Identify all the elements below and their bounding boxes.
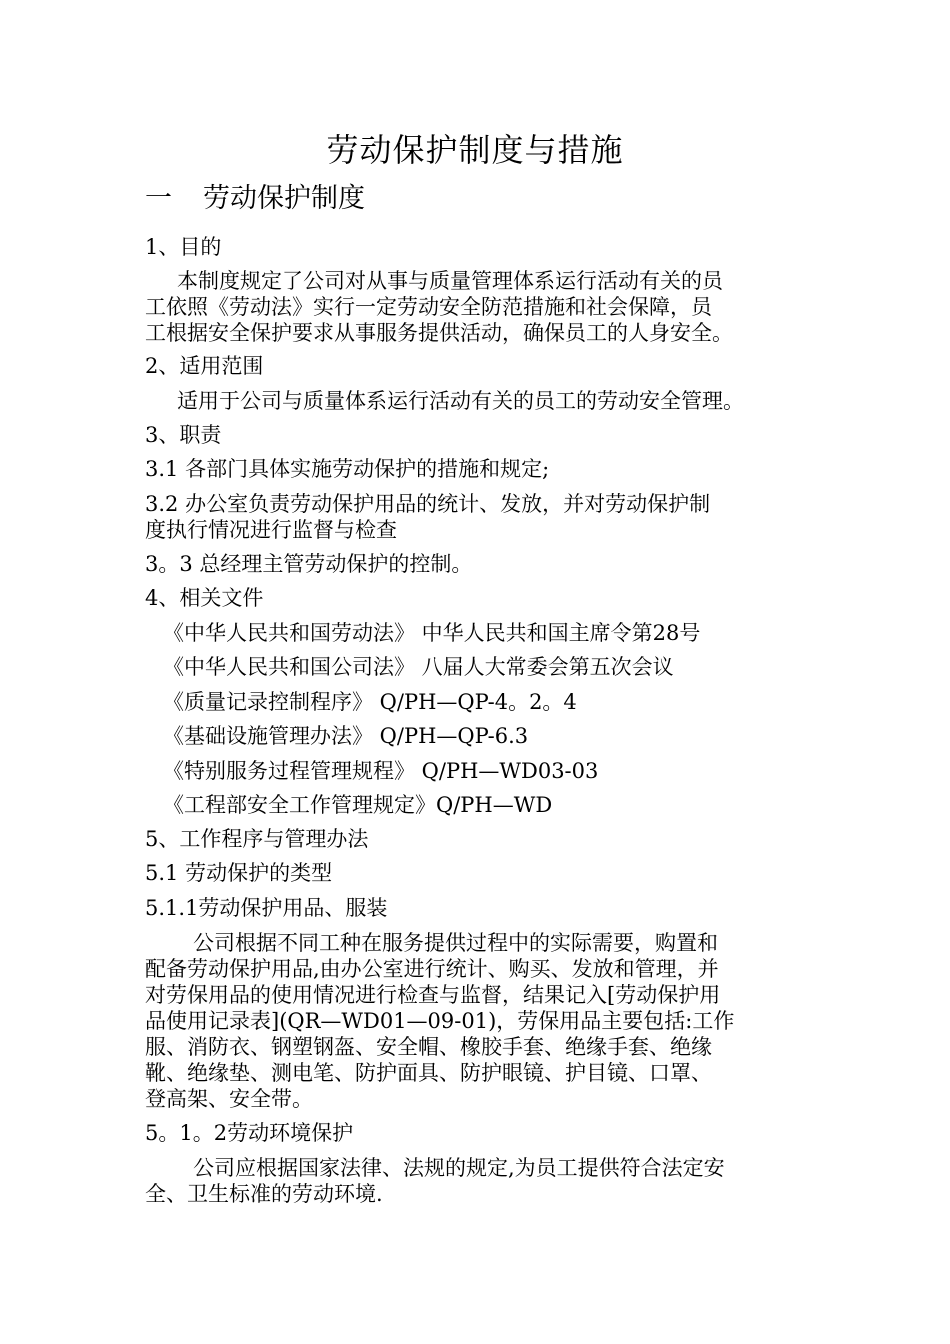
paragraph-line: 本制度规定了公司对从事与质量管理体系运行活动有关的员 [177,269,723,293]
list-item: 3.1 各部门具体实施劳动保护的措施和规定; [145,457,550,481]
heading-purpose: 1、目的 [145,235,222,259]
paragraph-line: 工根据安全保护要求从事服务提供活动，确保员工的人身安全。 [145,321,733,345]
paragraph-line: 全、卫生标准的劳动环境. [145,1182,383,1206]
doc-reference: 《质量记录控制程序》 Q/PH—QP-4。2。4 [163,690,577,714]
paragraph-line: 适用于公司与质量体系运行活动有关的员工的劳动安全管理。 [177,389,744,413]
paragraph-line: 公司根据不同工种在服务提供过程中的实际需要，购置和 [193,931,718,955]
doc-reference: 《中华人民共和国公司法》 八届人大常委会第五次会议 [163,655,674,679]
section-number: 一 [145,183,172,214]
doc-reference: 《基础设施管理办法》 Q/PH—QP-6.3 [163,724,529,748]
list-item: 3.2 办公室负责劳动保护用品的统计、发放，并对劳动保护制 [145,492,711,516]
doc-reference: 《工程部安全工作管理规定》Q/PH—WD [163,793,553,817]
paragraph-line: 配备劳动保护用品,由办公室进行统计、购买、发放和管理，并 [145,957,719,981]
paragraph-line: 对劳保用品的使用情况进行检查与监督，结果记入[劳动保护用 [145,983,721,1007]
subheading: 5。1。2劳动环境保护 [145,1121,354,1145]
list-item: 3。3 总经理主管劳动保护的控制。 [145,552,473,576]
subheading: 5.1 劳动保护的类型 [145,861,333,885]
document-title: 劳动保护制度与措施 [326,131,624,169]
heading-procedure: 5、工作程序与管理办法 [145,827,369,851]
paragraph-line: 登高架、安全带。 [145,1087,313,1111]
paragraph-line: 公司应根据国家法律、法规的规定,为员工提供符合法定安 [193,1156,725,1180]
doc-reference: 《中华人民共和国劳动法》 中华人民共和国主席令第28号 [163,621,701,645]
paragraph-line: 服、消防衣、钢塑钢盔、安全帽、橡胶手套、绝缘手套、绝缘 [145,1035,712,1059]
heading-related-docs: 4、相关文件 [145,586,264,610]
section-heading [145,180,365,218]
paragraph-line: 工依照《劳动法》实行一定劳动安全防范措施和社会保障，员 [145,295,712,319]
paragraph-line: 品使用记录表](QR—WD01—09-01)，劳保用品主要包括:工作 [145,1009,735,1033]
heading-scope: 2、适用范围 [145,354,264,378]
list-item: 度执行情况进行监督与检查 [145,518,397,542]
subheading: 5.1.1劳动保护用品、服装 [145,896,388,920]
doc-reference: 《特别服务过程管理规程》 Q/PH—WD03-03 [163,759,599,783]
section-title: 劳动保护制度 [203,183,365,214]
paragraph-line: 靴、绝缘垫、测电笔、防护面具、防护眼镜、护目镜、口罩、 [145,1061,712,1085]
heading-duties: 3、职责 [145,423,222,447]
